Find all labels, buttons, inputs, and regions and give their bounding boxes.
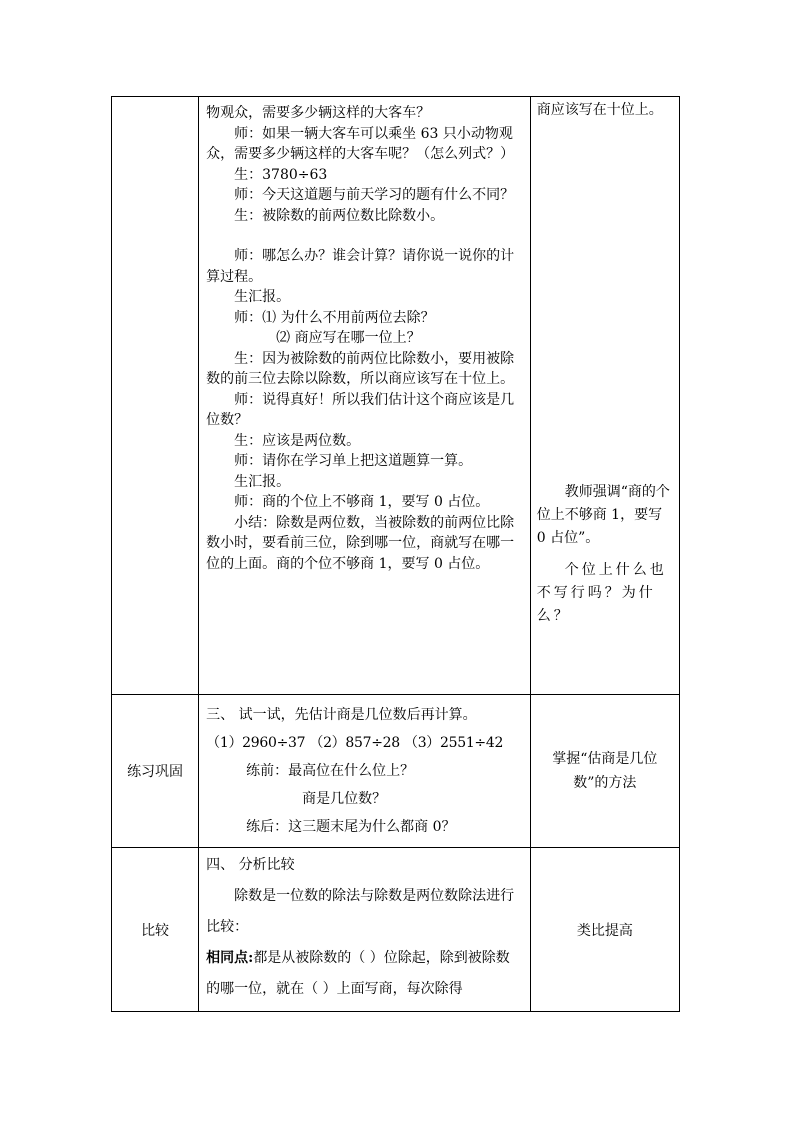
text-line: 生：被除数的前两位数比除数小。 <box>234 207 445 224</box>
lesson-plan-table <box>111 96 680 1012</box>
text-line: 生汇报。 <box>234 473 291 490</box>
text-line: 除数是一位数的除法与除数是两位数除法进行比较： <box>206 888 515 935</box>
note-emphasis: 教师强调“商的个位上不够商 1，要写 0 占位”。 <box>536 484 670 546</box>
row1-design-notes <box>530 97 679 695</box>
row3-design-note: 类比提高 <box>530 848 679 1012</box>
row2-design-note: 掌握“估商是几位数”的方法 <box>530 695 679 848</box>
text-line: 师：请你在学习单上把这道题算一算。 <box>234 453 473 469</box>
text-line: 练后：这三题末尾为什么都商 0？ <box>246 819 456 835</box>
note-question: 个位上什么也不写行吗？为什么？ <box>536 562 667 624</box>
text-line: 师：哪怎么办？谁会计算？请你说一说你的计算过程。 <box>206 248 515 285</box>
text-span: 都是从被除数的（ ）位除起，除到被除数的哪一位，就在（ ）上面写商，每次除得 <box>206 950 510 997</box>
text-line: 四、 分析比较 <box>206 857 295 873</box>
row1-left-cell <box>112 97 199 695</box>
text-line: 生汇报。 <box>234 289 291 305</box>
text-line: 小结：除数是两位数，当被除数的前两位比除数小时，要看前三位，除到哪一位，商就写在哪一位的上面。商的个位不够商 1，要写 0 占位。 <box>206 514 515 572</box>
text-line: 练前：最高位在什么位上？ <box>246 763 415 779</box>
text-line: 师：今天这道题与前天学习的题有什么不同？ <box>234 187 515 203</box>
row2-practice-content <box>199 695 531 848</box>
note-top: 商应该写在十位上。 <box>536 102 663 118</box>
text-line: （1）2960÷37 （2）857÷28 （3）2551÷42 <box>206 735 504 751</box>
table-row <box>112 97 680 695</box>
text-line: 生：3780÷63 <box>234 166 328 183</box>
text-line: 三、 试一试，先估计商是几位数后再计算。 <box>206 707 477 723</box>
text-line: 师：商的个位上不够商 1，要写 0 占位。 <box>234 494 490 510</box>
text-line: 商是几位数？ <box>302 791 387 807</box>
section-label-compare: 比较 <box>112 848 199 1012</box>
section-label-practice: 练习巩固 <box>112 695 199 848</box>
text-line: 师：⑴ 为什么不用前两位去除？ <box>234 309 435 326</box>
row3-compare-content <box>199 848 531 1012</box>
text-line <box>206 943 524 1005</box>
text-line: 师：说得真好！所以我们估计这个商应该是几位数？ <box>206 391 515 428</box>
text-line: 师：如果一辆大客车可以乘坐 63 只小动物观众，需要多少辆这样的大客车呢？（怎么列式？） <box>206 125 515 162</box>
text-line: 生：应该是两位数。 <box>234 432 361 449</box>
label-similarity: 相同点: <box>206 950 254 966</box>
text-line: 物观众，需要多少辆这样的大客车？ <box>206 105 431 121</box>
table-row <box>112 695 680 848</box>
text-line: ⑵ 商应写在哪一位上？ <box>276 330 421 346</box>
text-line: 生：因为被除数的前两位比除数小，要用被除数的前三位去除以除数，所以商应该写在十位上。 <box>206 350 515 387</box>
row1-teaching-process <box>199 97 531 695</box>
table-row <box>112 848 680 1012</box>
